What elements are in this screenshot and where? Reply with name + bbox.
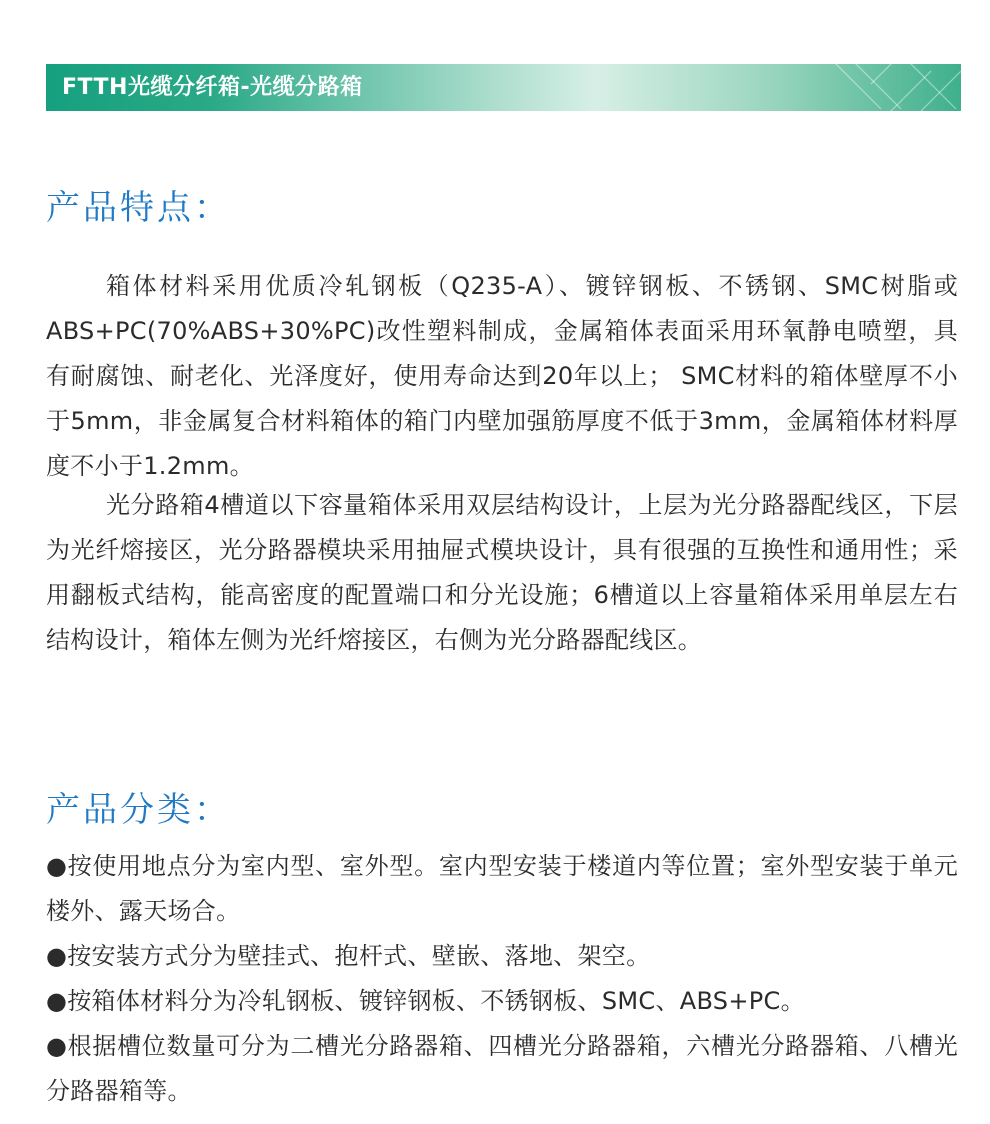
title-banner [46, 64, 961, 111]
features-heading: 产品特点： [46, 188, 231, 228]
features-paragraph-materials: 箱体材料采用优质冷轧钢板（Q235-A）、镀锌钢板、不锈钢、SMC树脂或ABS+PC(70%ABS+30%PC)改性塑料制成，金属箱体表面采用环氧静电喷塑，具有耐腐蚀、耐老化、光泽度好，使用寿命达到20年以上； SMC材料的箱体壁厚不小于5mm，非金属复合材料箱体的箱门内壁加强筋厚度不低于3mm，金属箱体材料厚度不小于1.2mm。 [46, 272, 958, 480]
classification-item-location: ●按使用地点分为室内型、室外型。室内型安装于楼道内等位置；室外型安装于单元楼外、露天场合。 [46, 852, 958, 925]
features-paragraph-structure: 光分路箱4槽道以下容量箱体采用双层结构设计，上层为光分路器配线区，下层为光纤熔接区，光分路器模块采用抽屉式模块设计，具有很强的互换性和通用性；采用翻板式结构，能高密度的配置端口和分光设施；6槽道以上容量箱体采用单层左右结构设计，箱体左侧为光纤熔接区，右侧为光分路器配线区。 [46, 491, 958, 654]
classification-item-material: ●按箱体材料分为冷轧钢板、镀锌钢板、不锈钢板、SMC、ABS+PC。 [46, 987, 805, 1015]
banner-title: FTTH光缆分纤箱-光缆分路箱 [62, 75, 363, 100]
classification-item-installation: ●按安装方式分为壁挂式、抱杆式、壁嵌、落地、架空。 [46, 942, 651, 970]
banner-decoration-lines [821, 64, 961, 111]
classification-heading: 产品分类： [46, 790, 231, 830]
classification-item-slots: ●根据槽位数量可分为二槽光分路器箱、四槽光分路器箱，六槽光分路器箱、八槽光分路器箱等。 [46, 1032, 958, 1105]
classification-list [46, 844, 958, 1114]
